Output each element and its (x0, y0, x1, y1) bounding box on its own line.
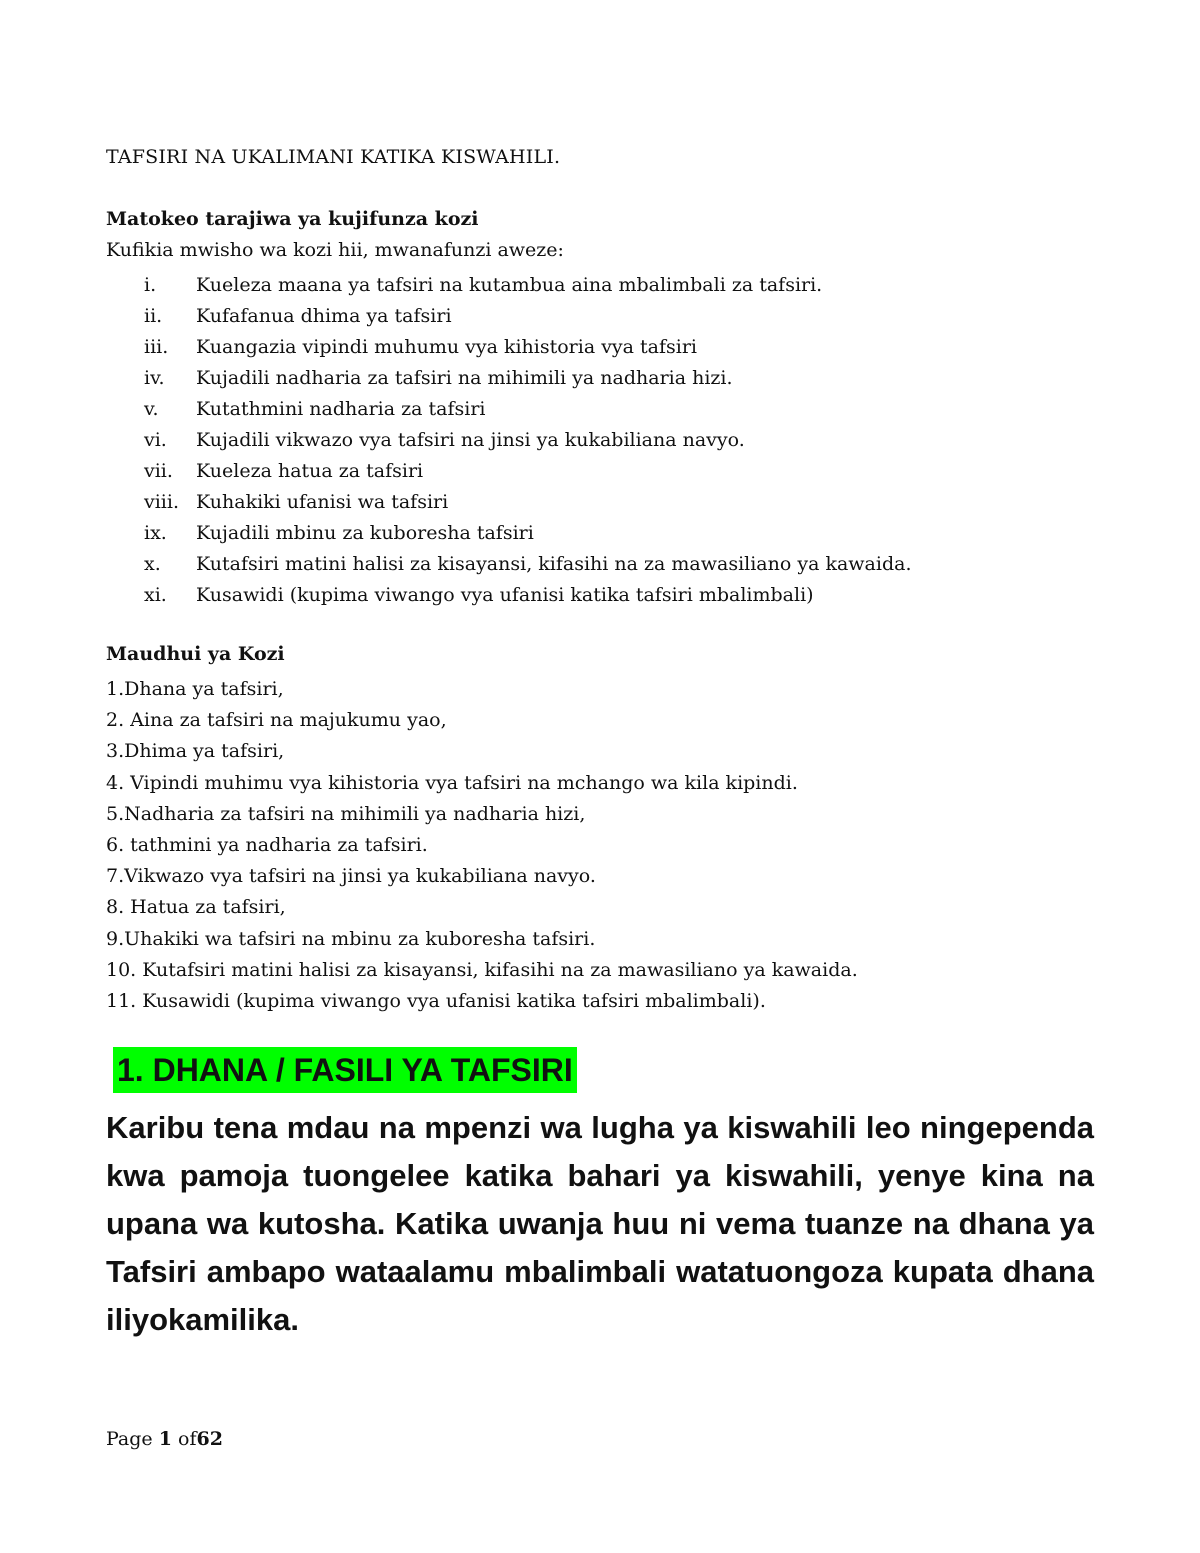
document-title: TAFSIRI NA UKALIMANI KATIKA KISWAHILI. (106, 146, 561, 168)
list-item-text: Kutafsiri matini halisi za kisayansi, kifasihi na za mawasiliano ya kawaida. (196, 553, 912, 575)
page-current: 1 (158, 1428, 172, 1450)
list-item: 5.Nadharia za tafsiri na mihimili ya nadharia hizi, (106, 802, 586, 825)
outcomes-intro: Kufikia mwisho wa kozi hii, mwanafunzi aweze: (106, 239, 564, 261)
list-item-text: Kueleza hatua za tafsiri (196, 460, 424, 482)
list-item (106, 580, 912, 611)
list-item (106, 394, 912, 425)
list-item-number: vii. (144, 460, 173, 482)
list-item: 10. Kutafsiri matini halisi za kisayansi, kifasihi na za mawasiliano ya kawaida. (106, 958, 858, 981)
list-item: 8. Hatua za tafsiri, (106, 896, 286, 919)
list-item (106, 518, 912, 549)
list-item-number: i. (144, 274, 157, 296)
list-item-text: Kusawidi (kupima viwango vya ufanisi katika tafsiri mbalimbali) (196, 584, 814, 606)
outcomes-heading: Matokeo tarajiwa ya kujifunza kozi (106, 208, 479, 230)
page-of: of (178, 1428, 197, 1450)
list-item (106, 363, 912, 394)
page-footer (106, 1428, 223, 1450)
outcomes-list (106, 270, 912, 611)
list-item-number: iv. (144, 367, 165, 389)
list-item-text: Kujadili nadharia za tafsiri na mihimili ya nadharia hizi. (196, 367, 733, 389)
list-item-text: Kujadili mbinu za kuboresha tafsiri (196, 522, 534, 544)
list-item: 4. Vipindi muhimu vya kihistoria vya tafsiri na mchango wa kila kipindi. (106, 771, 798, 794)
list-item: 3.Dhima ya tafsiri, (106, 740, 285, 763)
content-list (106, 674, 858, 1017)
list-item-number: ii. (144, 305, 163, 327)
list-item-text: Kueleza maana ya tafsiri na kutambua aina mbalimbali za tafsiri. (196, 274, 823, 296)
list-item-number: viii. (144, 491, 180, 513)
list-item-number: x. (144, 553, 161, 575)
list-item (106, 332, 912, 363)
list-item-number: v. (144, 398, 159, 420)
list-item-number: xi. (144, 584, 167, 606)
list-item: 7.Vikwazo vya tafsiri na jinsi ya kukabiliana navyo. (106, 865, 596, 888)
list-item: 2. Aina za tafsiri na majukumu yao, (106, 709, 447, 732)
list-item-number: ix. (144, 522, 167, 544)
list-item (106, 549, 912, 580)
page-label: Page (106, 1428, 153, 1450)
list-item: 6. tathmini ya nadharia za tafsiri. (106, 833, 428, 856)
list-item-text: Kutathmini nadharia za tafsiri (196, 398, 486, 420)
list-item (106, 456, 912, 487)
list-item (106, 301, 912, 332)
list-item: 9.Uhakiki wa tafsiri na mbinu za kuboresha tafsiri. (106, 927, 596, 950)
list-item (106, 270, 912, 301)
section-heading: 1. DHANA / FASILI YA TAFSIRI (113, 1047, 577, 1093)
list-item-text: Kujadili vikwazo vya tafsiri na jinsi ya kukabiliana navyo. (196, 429, 745, 451)
list-item-text: Kuhakiki ufanisi wa tafsiri (196, 491, 449, 513)
intro-paragraph: Karibu tena mdau na mpenzi wa lugha ya kiswahili leo ningependa kwa pamoja tuongelee katika bahari ya kiswahili, yenye kina na upana wa kutosha. Katika uwanja huu ni vema tuanze na dhana ya Tafsiri ambapo wataalamu mbalimbali watatuongoza kupata dhana iliyokamilika. (106, 1110, 1094, 1337)
list-item: 11. Kusawidi (kupima viwango vya ufanisi katika tafsiri mbalimbali). (106, 989, 766, 1012)
list-item-text: Kuangazia vipindi muhumu vya kihistoria vya tafsiri (196, 336, 698, 358)
page-total: 62 (196, 1428, 223, 1450)
list-item-number: vi. (144, 429, 167, 451)
list-item-number: iii. (144, 336, 169, 358)
list-item (106, 425, 912, 456)
list-item (106, 487, 912, 518)
list-item: 1.Dhana ya tafsiri, (106, 678, 284, 700)
list-item-text: Kufafanua dhima ya tafsiri (196, 305, 452, 327)
content-heading: Maudhui ya Kozi (106, 643, 285, 665)
